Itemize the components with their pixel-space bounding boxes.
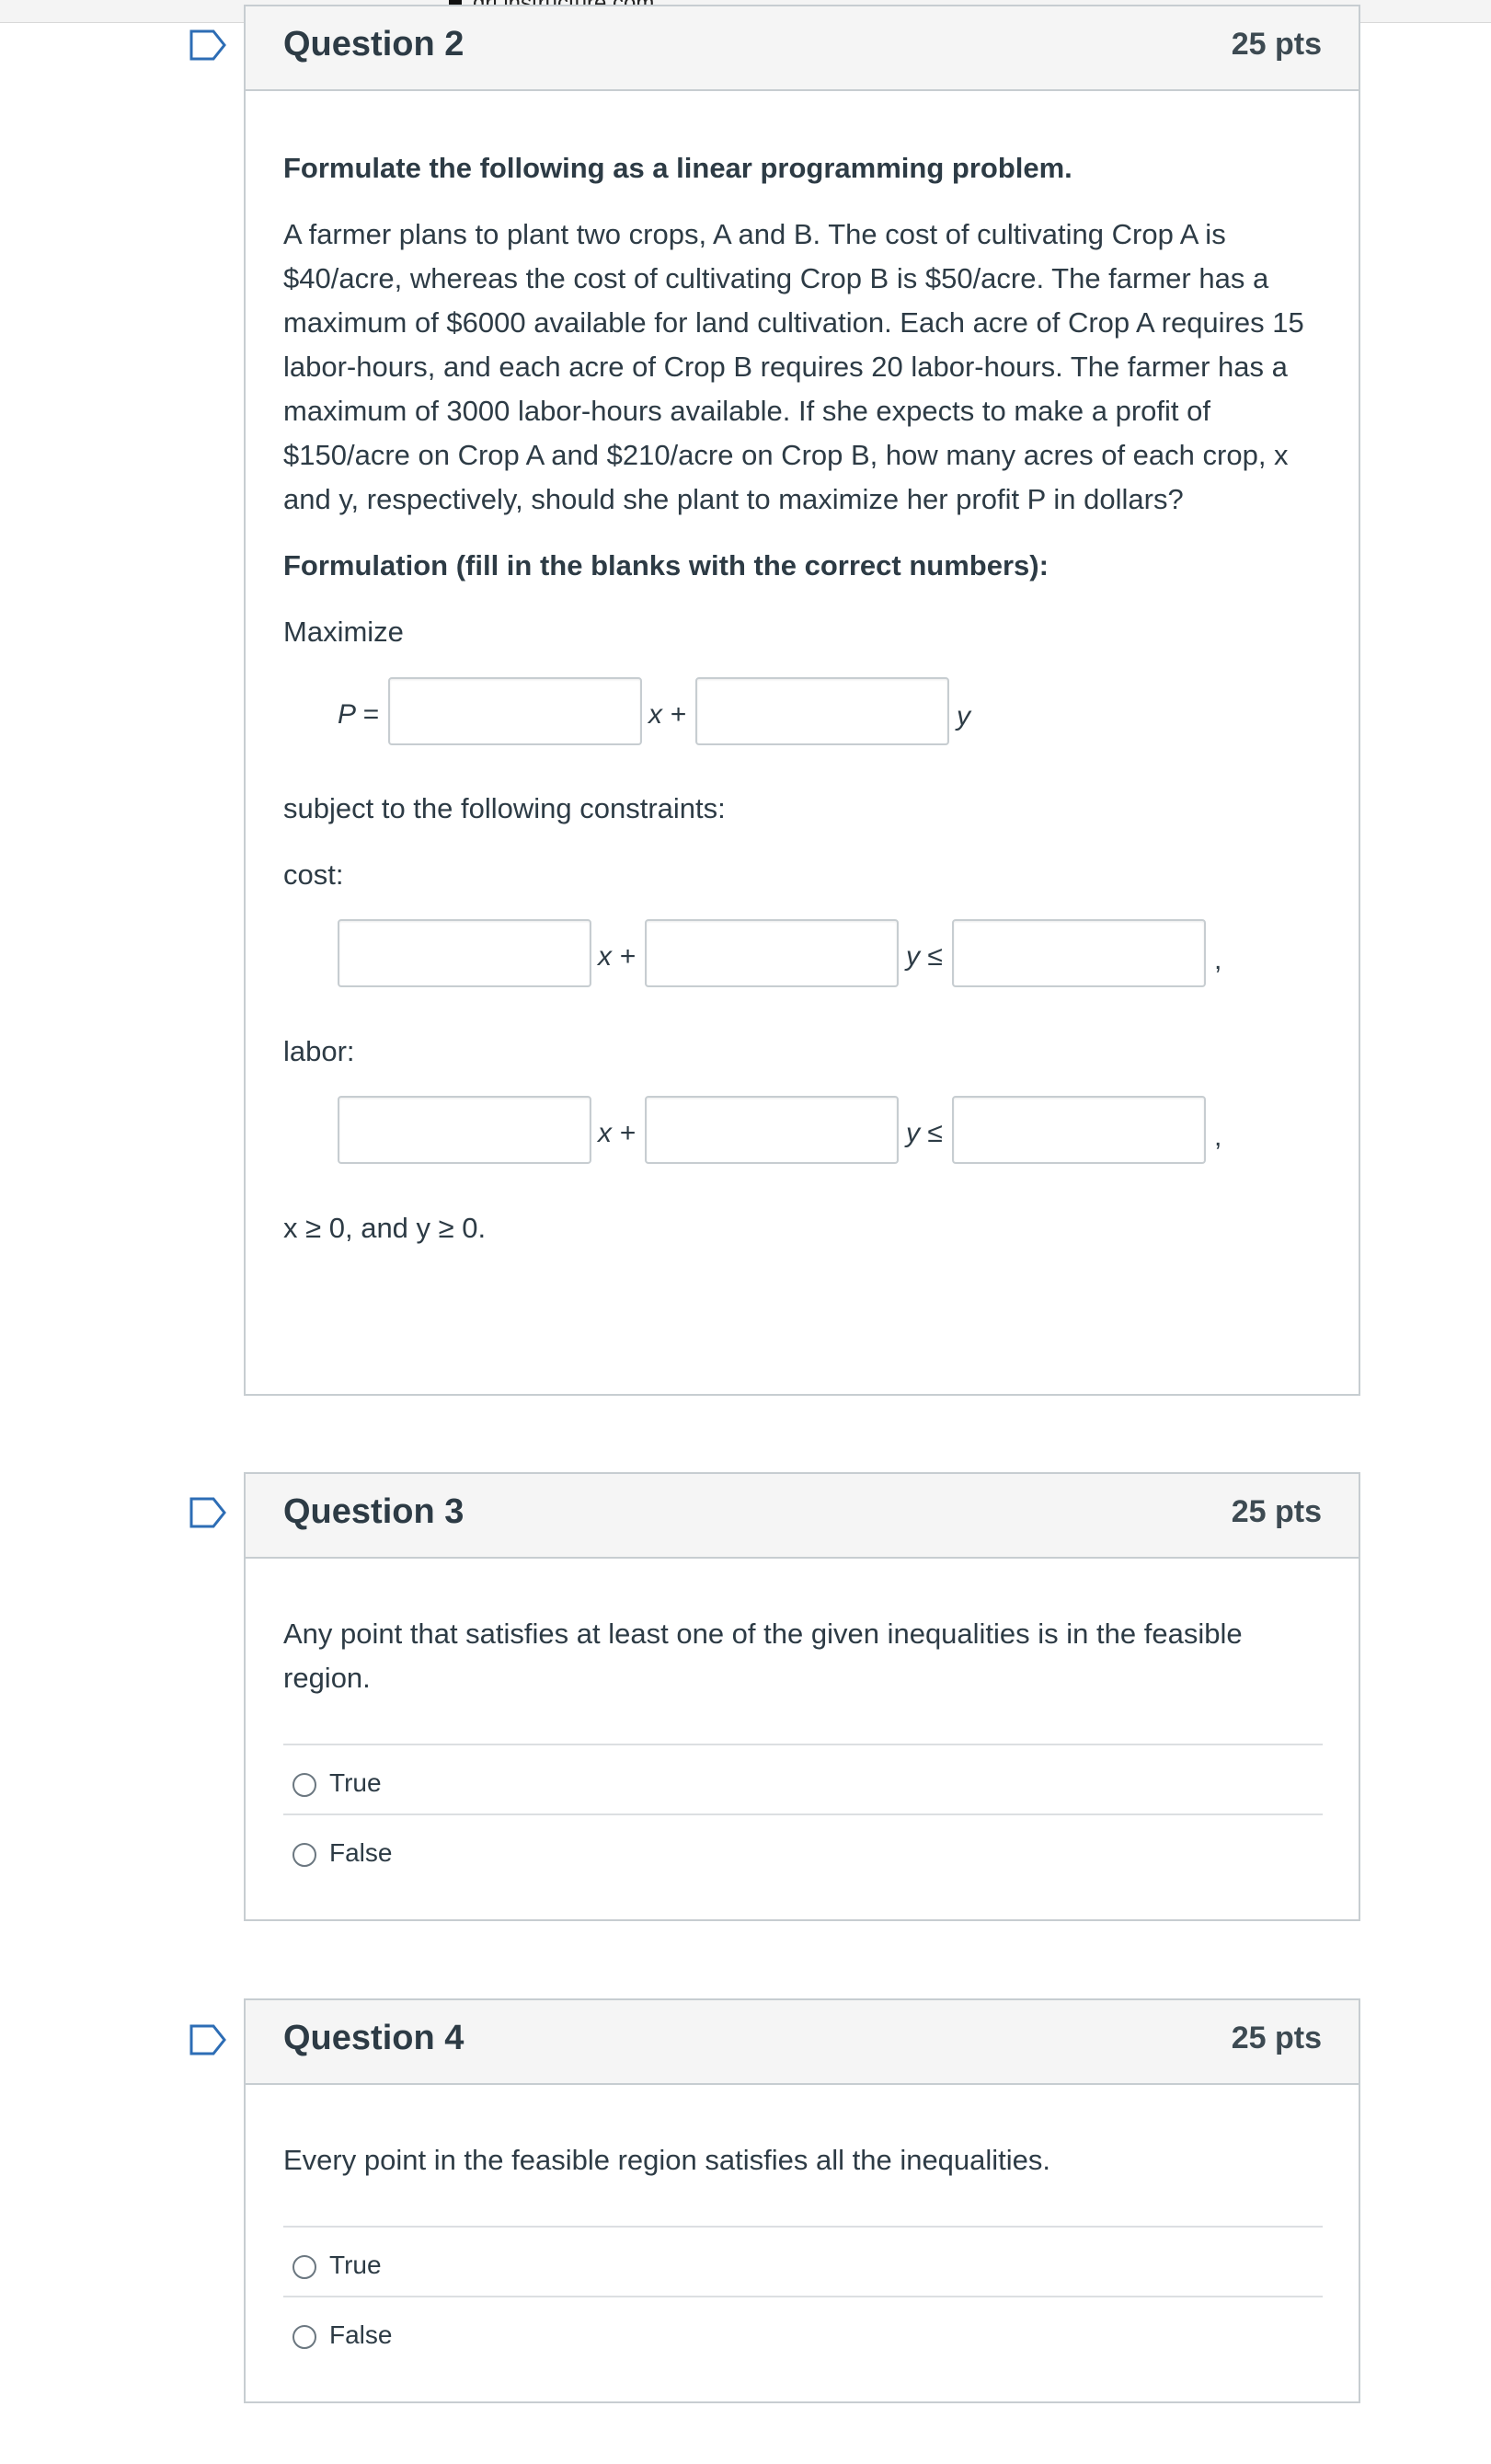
question-text: Any point that satisfies at least one of the given inequalities is in the feasible region. <box>283 1618 1243 1694</box>
question-title: Question 4 <box>283 2019 465 2057</box>
labor-rhs-input[interactable] <box>952 1096 1206 1164</box>
question-title: Question 3 <box>283 1492 465 1531</box>
divider <box>283 1744 1323 1745</box>
flag-question-icon[interactable] <box>189 1497 226 1528</box>
answer-label: True <box>329 2251 382 2279</box>
cost-comma: , <box>1214 945 1222 975</box>
cost-x-coefficient-input[interactable] <box>338 919 591 987</box>
question-text: Every point in the feasible region satisfies all the inequalities. <box>283 2144 1051 2176</box>
divider <box>283 2296 1323 2297</box>
formulation-heading: Formulation (fill in the blanks with the correct numbers): <box>283 549 1049 581</box>
answer-label: False <box>329 2320 393 2349</box>
question-points: 25 pts <box>1231 2021 1322 2055</box>
cost-label: cost: <box>283 858 344 891</box>
cost-y-coefficient-input[interactable] <box>645 919 899 987</box>
objective-x-coefficient-input[interactable] <box>388 677 642 745</box>
question-title: Question 2 <box>283 25 465 63</box>
labor-label: labor: <box>283 1035 355 1067</box>
constraints-intro: subject to the following constraints: <box>283 792 726 824</box>
question-card-2 <box>244 5 1360 1396</box>
question-body <box>246 91 1359 1398</box>
labor-y-coefficient-input[interactable] <box>645 1096 899 1164</box>
question-card-3 <box>244 1472 1360 1921</box>
radio-button[interactable] <box>292 1773 316 1797</box>
objective-x-label: x + <box>648 699 686 730</box>
flag-question-icon[interactable] <box>189 2024 226 2055</box>
question-body <box>246 2085 1359 2405</box>
radio-button[interactable] <box>292 1843 316 1867</box>
labor-x-label: x + <box>598 1118 636 1148</box>
labor-x-coefficient-input[interactable] <box>338 1096 591 1164</box>
question-header <box>246 6 1359 91</box>
divider <box>283 2226 1323 2228</box>
nonnegativity-constraint: x ≥ 0, and y ≥ 0. <box>283 1212 487 1244</box>
radio-button[interactable] <box>292 2325 316 2349</box>
divider <box>283 1813 1323 1815</box>
question-points: 25 pts <box>1231 27 1322 62</box>
question-intro: Formulate the following as a linear programming problem. <box>283 152 1072 184</box>
objective-y-label: y <box>957 701 970 731</box>
cost-y-label: y ≤ <box>906 941 943 972</box>
question-header <box>246 1474 1359 1559</box>
radio-button[interactable] <box>292 2255 316 2279</box>
question-header <box>246 2000 1359 2085</box>
problem-text: A farmer plans to plant two crops, A and B. The cost of cultivating Crop A is $40/acre, whereas the cost of cultivating Crop B is $50/acre. The farmer has a maximum of $6000 available for land cultivation. Each acre of Crop A requires 15 labor-hours, and each acre of Crop B requires 20 labor-hours. The farmer has a maximum of 3000 labor-hours available. If she expects to make a profit of $150/acre on Crop A and $210/acre on Crop B, how many acres of each crop, x and y, respectively, should she plant to maximize her profit P in dollars? <box>283 218 1304 515</box>
question-body <box>246 1559 1359 1923</box>
objective-p-label: P = <box>338 699 379 730</box>
answer-label: True <box>329 1768 382 1797</box>
cost-rhs-input[interactable] <box>952 919 1206 987</box>
question-card-4 <box>244 1998 1360 2403</box>
labor-comma: , <box>1214 1122 1222 1152</box>
objective-y-coefficient-input[interactable] <box>695 677 949 745</box>
flag-question-icon[interactable] <box>189 29 226 61</box>
labor-y-label: y ≤ <box>906 1118 943 1148</box>
maximize-label: Maximize <box>283 616 404 648</box>
answer-label: False <box>329 1838 393 1867</box>
cost-x-label: x + <box>598 941 636 972</box>
question-points: 25 pts <box>1231 1494 1322 1529</box>
